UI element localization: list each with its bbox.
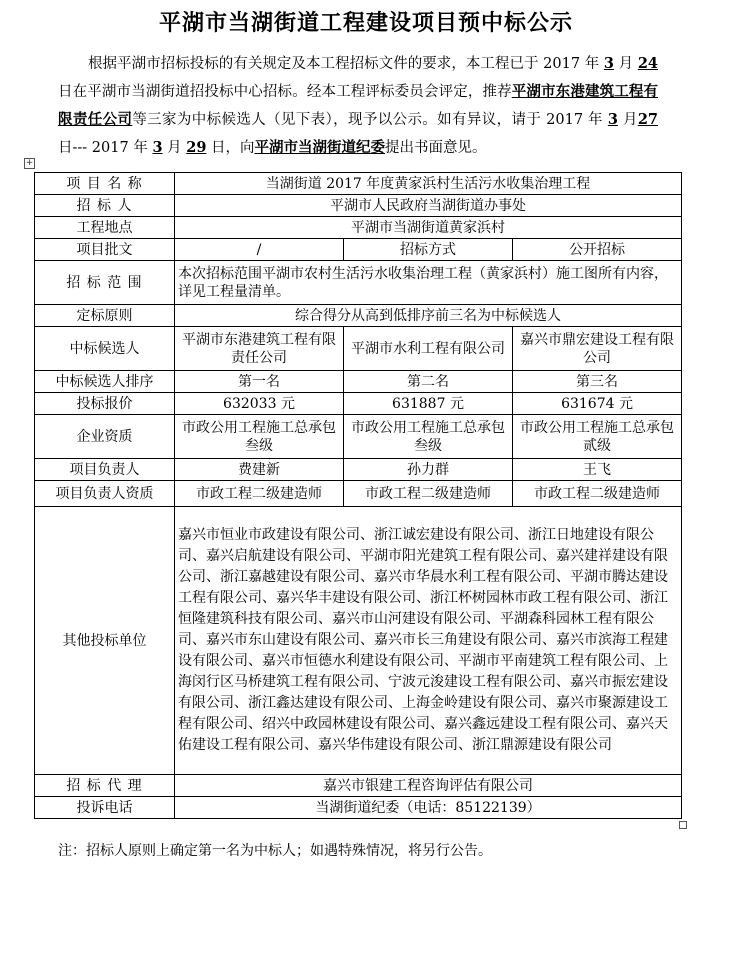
- complaint-label: 投诉电话: [35, 797, 175, 819]
- candidate-qual: 市政公用工程施工总承包贰级: [513, 415, 682, 459]
- candidate-manager-qual: 市政工程二级建造师: [513, 481, 682, 507]
- table-row: [35, 217, 682, 239]
- others-value: 嘉兴市恒业市政建设有限公司、浙江诚宏建设有限公司、浙江日地建设有限公司、嘉兴启航建设有限公司、平湖市阳光建筑工程有限公司、嘉兴建祥建设有限公司、浙江嘉越建设有限公司、嘉兴市华晨水利工程有限公司、平湖市腾达建设工程有限公司、嘉兴华丰建设有限公司、浙江杯树园林市政工程有限公司、浙江恒隆建筑科技有限公司、嘉兴市山河建设有限公司、平湖森科园林工程有限公司、嘉兴市东山建设有限公司、嘉兴市长三角建设有限公司、嘉兴市滨海工程建设有限公司、嘉兴市恒德水利建设有限公司、平湖市平南建筑工程有限公司、上海闵行区马桥建筑工程有限公司、宁波元浚建设工程有限公司、嘉兴市振宏建设有限公司、浙江鑫达建设有限公司、上海金岭建设有限公司、嘉兴市聚源建设工程有限公司、绍兴中政园林建设有限公司、嘉兴鑫远建设工程有限公司、嘉兴天佑建设工程有限公司、嘉兴华伟建设有限公司、浙江鼎源建设有限公司: [175, 507, 682, 775]
- agent-label: 招 标 代 理: [35, 775, 175, 797]
- intro-text: 月: [614, 56, 638, 72]
- others-label: 其他投标单位: [35, 507, 175, 775]
- intro-text: 月: [162, 140, 187, 156]
- approval-label: 项目批文: [35, 239, 175, 261]
- complaint-value: 当湖街道纪委（电话：85122139）: [175, 797, 682, 819]
- intro-month: 3: [152, 139, 163, 156]
- intro-text: 根据平湖市招标投标的有关规定及本工程招标文件的要求，本工程已于 2017 年: [88, 56, 604, 72]
- intro-authority: 平湖市当湖街道纪委: [254, 139, 386, 156]
- table-row: [35, 195, 682, 217]
- method-label: 招标方式: [344, 239, 513, 261]
- candidate-name: 平湖市水利工程有限公司: [344, 327, 513, 371]
- intro-month: 3: [603, 55, 614, 72]
- table-row: [35, 371, 682, 393]
- manager-label: 项目负责人: [35, 459, 175, 481]
- candidate-name: 平湖市东港建筑工程有限责任公司: [175, 327, 344, 371]
- intro-day: 27: [637, 111, 659, 128]
- table-row: [35, 261, 682, 305]
- table-row: [35, 415, 682, 459]
- scope-value: 本次招标范围平湖市农村生活污水收集治理工程（黄家浜村）施工图所有内容，详见工程量清单。: [175, 261, 682, 305]
- table-row: [35, 173, 682, 195]
- intro-month: 3: [607, 111, 618, 128]
- table-row: [35, 239, 682, 261]
- location-label: 工程地点: [35, 217, 175, 239]
- table-row: [35, 797, 682, 819]
- tender-table: [34, 172, 682, 819]
- bid-label: 投标报价: [35, 393, 175, 415]
- intro-text: 日，向: [206, 140, 255, 156]
- footnote: 注：招标人原则上确定第一名为中标人；如遇特殊情况，将另行公告。: [58, 843, 492, 859]
- intro-day: 24: [637, 55, 659, 72]
- table-row: [35, 459, 682, 481]
- intro-text: 等三家为中标候选人（见下表），现予以公示。如有异议，请于 2017 年: [132, 112, 608, 128]
- candidate-manager: 孙力群: [344, 459, 513, 481]
- intro-day: 29: [186, 139, 207, 156]
- principle-value: 综合得分从高到低排序前三名为中标候选人: [175, 305, 682, 327]
- manager-qual-label: 项目负责人资质: [35, 481, 175, 507]
- approval-value: /: [175, 239, 344, 261]
- qual-label: 企业资质: [35, 415, 175, 459]
- candidate-manager-qual: 市政工程二级建造师: [344, 481, 513, 507]
- table-row: [35, 393, 682, 415]
- intro-paragraph: [58, 50, 658, 162]
- rank-label: 中标候选人排序: [35, 371, 175, 393]
- intro-text: 月: [617, 112, 638, 128]
- intro-text: 日在平湖市当湖街道招投标中心招标。经本工程评标委员会评定，推荐: [58, 84, 512, 100]
- principle-label: 定标原则: [35, 305, 175, 327]
- intro-text: 日--- 2017 年: [58, 140, 153, 156]
- candidate-bid: 631674 元: [513, 393, 682, 415]
- page-title: 平湖市当湖街道工程建设项目预中标公示: [158, 11, 573, 36]
- scope-label: 招 标 范 围: [35, 261, 175, 305]
- project-name-value: 当湖街道 2017 年度黄家浜村生活污水收集治理工程: [175, 173, 682, 195]
- candidate-qual: 市政公用工程施工总承包叁级: [344, 415, 513, 459]
- intro-company: 平湖市东港建筑工程有限责任公司: [58, 83, 659, 128]
- candidate-qual: 市政公用工程施工总承包叁级: [175, 415, 344, 459]
- table-move-handle-icon[interactable]: +: [25, 158, 34, 168]
- candidate-rank: 第三名: [513, 371, 682, 393]
- candidate-manager: 王飞: [513, 459, 682, 481]
- agent-value: 嘉兴市银建工程咨询评估有限公司: [175, 775, 682, 797]
- candidate-rank: 第二名: [344, 371, 513, 393]
- candidate-name: 嘉兴市鼎宏建设工程有限公司: [513, 327, 682, 371]
- candidate-manager: 费建新: [175, 459, 344, 481]
- candidate-bid: 631887 元: [344, 393, 513, 415]
- table-row: [35, 507, 682, 775]
- candidates-label: 中标候选人: [35, 327, 175, 371]
- intro-text: 提出书面意见。: [385, 140, 487, 156]
- table-row: [35, 481, 682, 507]
- candidate-rank: 第一名: [175, 371, 344, 393]
- table-row: [35, 305, 682, 327]
- table-row: [35, 327, 682, 371]
- candidate-bid: 632033 元: [175, 393, 344, 415]
- tenderer-value: 平湖市人民政府当湖街道办事处: [175, 195, 682, 217]
- location-value: 平湖市当湖街道黄家浜村: [175, 217, 682, 239]
- table-resize-handle-icon[interactable]: [679, 821, 687, 829]
- table-row: [35, 775, 682, 797]
- candidate-manager-qual: 市政工程二级建造师: [175, 481, 344, 507]
- project-name-label: 项 目 名 称: [35, 173, 175, 195]
- tenderer-label: 招 标 人: [35, 195, 175, 217]
- method-value: 公开招标: [513, 239, 682, 261]
